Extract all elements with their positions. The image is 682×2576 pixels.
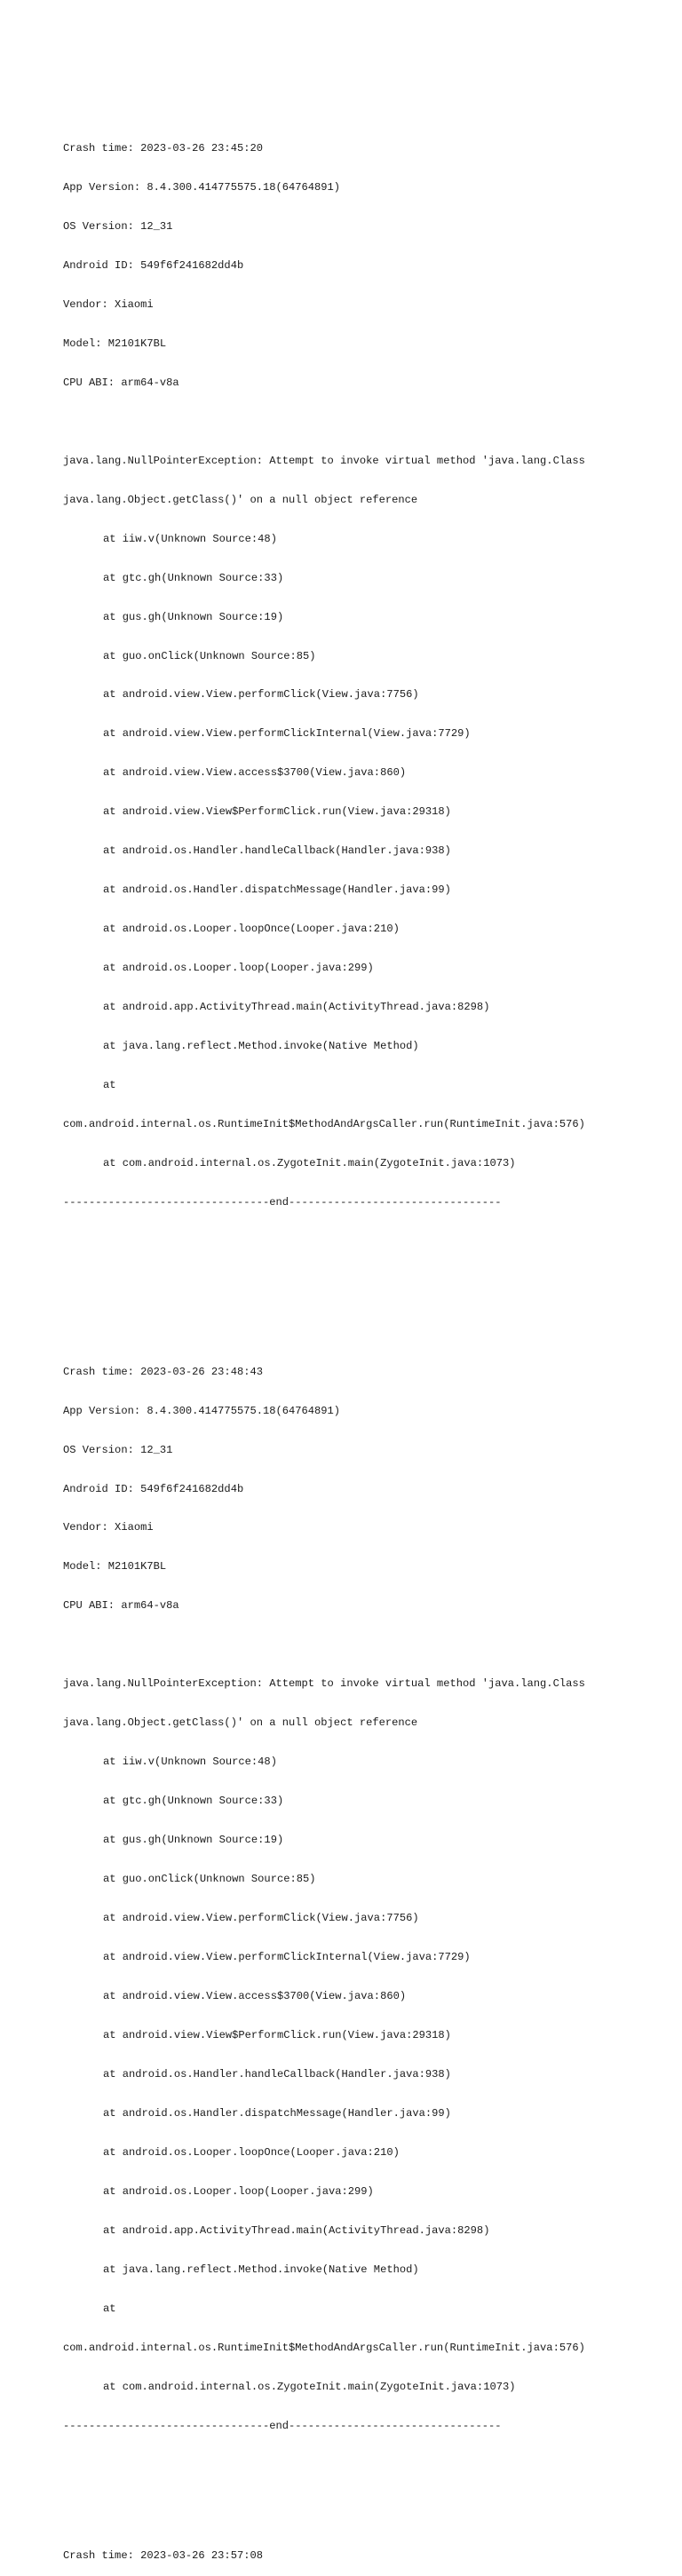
os-version: OS Version: 12_31 (63, 1443, 173, 1456)
blank-line (63, 1274, 585, 1288)
stack-frame: at android.os.Looper.loopOnce(Looper.java:210) (103, 2145, 400, 2159)
stack-frame: at (103, 1079, 116, 1092)
android-id: Android ID: 549f6f241682dd4b (63, 1482, 244, 1495)
blank-line (63, 2498, 585, 2511)
android-id: Android ID: 549f6f241682dd4b (63, 258, 244, 272)
stack-frame: at iiw.v(Unknown Source:48) (103, 532, 277, 545)
stack-frame: at android.os.Handler.handleCallback(Handler.java:938) (103, 2068, 451, 2081)
stack-frame: at android.app.ActivityThread.main(ActivityThread.java:8298) (103, 2223, 490, 2237)
cpu-abi: CPU ABI: arm64-v8a (63, 376, 179, 389)
exception-message: java.lang.NullPointerException: Attempt to invoke virtual method 'java.lang.Class (63, 1677, 585, 1691)
vendor: Vendor: Xiaomi (63, 297, 154, 311)
stack-frame: at android.os.Handler.dispatchMessage(Handler.java:99) (103, 2106, 451, 2120)
exception-message-cont: java.lang.Object.getClass()' on a null object reference (63, 493, 418, 506)
model: Model: M2101K7BL (63, 1560, 167, 1573)
stack-frame: at android.os.Looper.loop(Looper.java:299) (103, 2184, 374, 2198)
crash-entry (63, 116, 585, 1235)
stack-frame: at android.os.Handler.handleCallback(Handler.java:938) (103, 844, 451, 858)
crash-entry (63, 1339, 585, 2458)
stack-frame: at iiw.v(Unknown Source:48) (103, 1756, 277, 1769)
end-separator: --------------------------------end--------------------------------- (63, 1196, 502, 1209)
app-version: App Version: 8.4.300.414775575.18(64764891) (63, 180, 341, 194)
stack-frame: at android.os.Handler.dispatchMessage(Handler.java:99) (103, 884, 451, 897)
vendor: Vendor: Xiaomi (63, 1521, 154, 1534)
app-version: App Version: 8.4.300.414775575.18(64764891) (63, 1404, 341, 1417)
stack-frame: at android.view.View.performClickInternal(View.java:7729) (103, 727, 471, 741)
stack-frame: at guo.onClick(Unknown Source:85) (103, 1873, 316, 1886)
stack-frame: at com.android.internal.os.ZygoteInit.main(ZygoteInit.java:1073) (103, 2380, 516, 2393)
blank-line (63, 416, 585, 429)
exception-message: java.lang.NullPointerException: Attempt to invoke virtual method 'java.lang.Class (63, 454, 585, 467)
stack-frame: at android.view.View.performClickInternal(View.java:7729) (103, 1951, 471, 1964)
cpu-abi: CPU ABI: arm64-v8a (63, 1599, 179, 1613)
stack-frame: at com.android.internal.os.ZygoteInit.main(ZygoteInit.java:1073) (103, 1157, 516, 1170)
stack-frame: at android.app.ActivityThread.main(ActivityThread.java:8298) (103, 1001, 490, 1014)
crash-time: Crash time: 2023-03-26 23:57:08 (63, 2549, 263, 2563)
crash-time: Crash time: 2023-03-26 23:48:43 (63, 1365, 263, 1378)
stack-frame: at android.view.View.performClick(View.java:7756) (103, 1912, 419, 1925)
stack-frame: at android.os.Looper.loop(Looper.java:299) (103, 962, 374, 975)
exception-message-cont: java.lang.Object.getClass()' on a null object reference (63, 1716, 418, 1730)
stack-frame-wrapped: com.android.internal.os.RuntimeInit$MethodAndArgsCaller.run(RuntimeInit.java:576) (63, 2341, 585, 2354)
stack-frame-wrapped: com.android.internal.os.RuntimeInit$MethodAndArgsCaller.run(RuntimeInit.java:576) (63, 1118, 585, 1131)
end-separator: --------------------------------end--------------------------------- (63, 2419, 502, 2432)
blank-line (63, 1638, 585, 1652)
stack-frame: at gus.gh(Unknown Source:19) (103, 610, 284, 623)
stack-frame: at gtc.gh(Unknown Source:33) (103, 571, 284, 584)
stack-frame: at android.view.View.access$3700(View.java:860) (103, 766, 407, 780)
crash-log (63, 64, 585, 2576)
stack-frame: at android.view.View$PerformClick.run(View.java:29318) (103, 2029, 451, 2042)
stack-frame: at android.os.Looper.loopOnce(Looper.java:210) (103, 923, 400, 936)
stack-frame: at (103, 2302, 116, 2315)
stack-frame: at java.lang.reflect.Method.invoke(Native Method) (103, 2263, 419, 2276)
os-version: OS Version: 12_31 (63, 219, 173, 233)
stack-frame: at gus.gh(Unknown Source:19) (103, 1834, 284, 1847)
stack-frame: at java.lang.reflect.Method.invoke(Native Method) (103, 1040, 419, 1053)
stack-frame: at android.view.View.performClick(View.java:7756) (103, 688, 419, 701)
model: Model: M2101K7BL (63, 337, 167, 350)
stack-frame: at gtc.gh(Unknown Source:33) (103, 1795, 284, 1808)
stack-frame: at android.view.View.access$3700(View.java:860) (103, 1990, 407, 2003)
stack-frame: at guo.onClick(Unknown Source:85) (103, 649, 316, 662)
crash-time: Crash time: 2023-03-26 23:45:20 (63, 141, 263, 155)
stack-frame: at android.view.View$PerformClick.run(View.java:29318) (103, 805, 451, 819)
